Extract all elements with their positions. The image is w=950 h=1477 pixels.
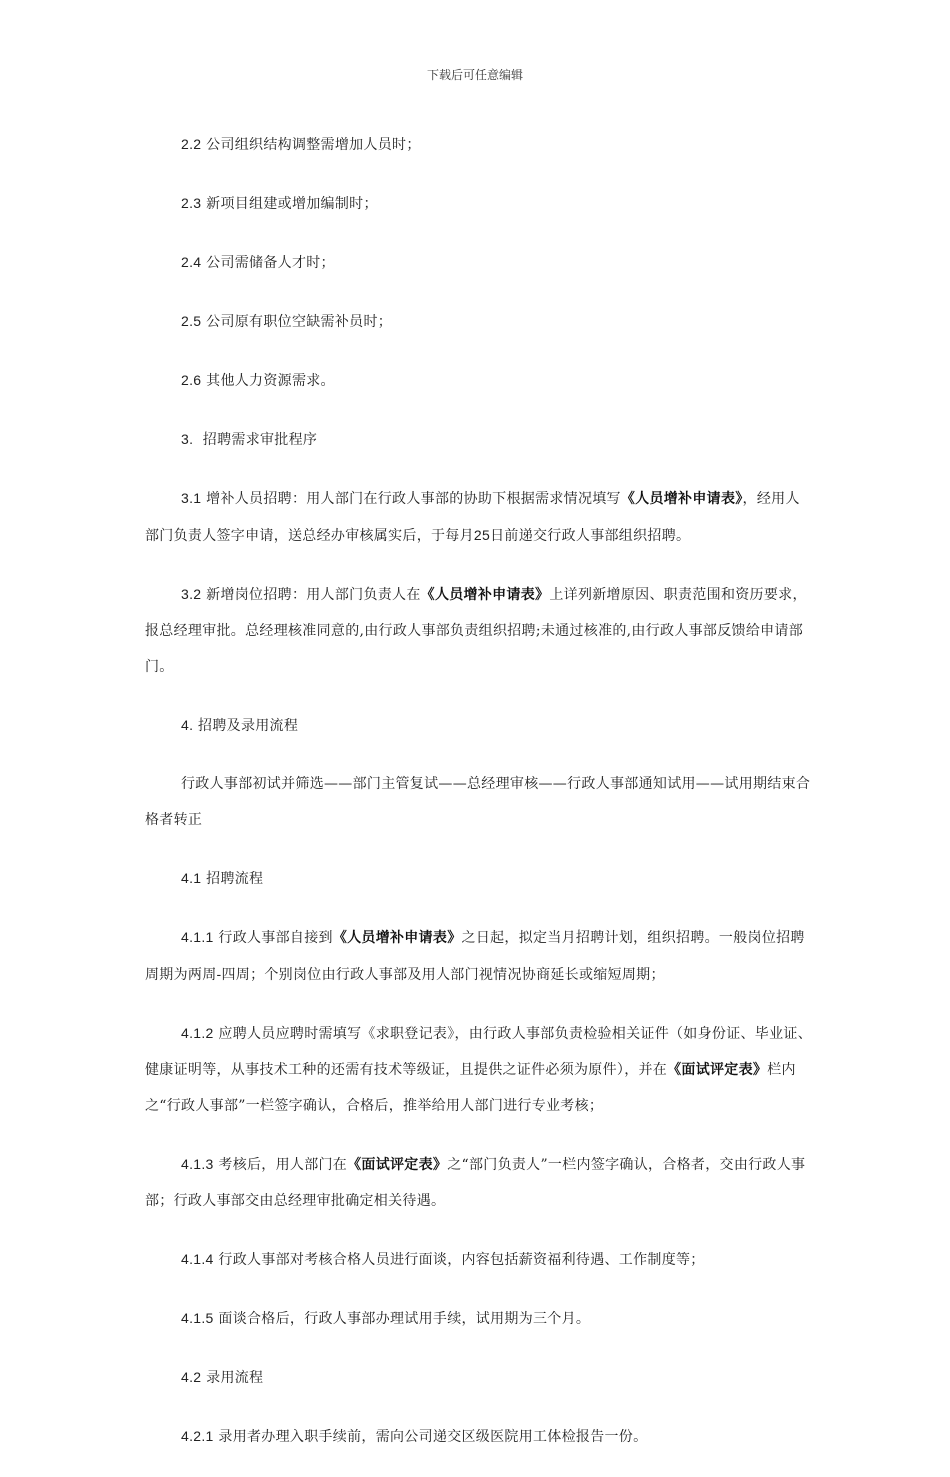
clause-number: 2.2 — [181, 136, 202, 152]
subheading-4-2 — [145, 1359, 813, 1396]
paragraph-2-6 — [145, 362, 813, 399]
day-number: 25 — [473, 527, 491, 543]
clause-text: 日前递交行政人事部组织招聘。 — [490, 528, 691, 544]
clause-text: 应聘人员应聘时需填写《求职登记表》，由行政人事部负责检验相关证件（如身份证、毕业证、健康证明等，从事技术工种的还需有技术等级证，且提供之证件必须为原件），并在 — [145, 1026, 813, 1078]
clause-text: ，经用人部门负责人签字申请，送总经办审核属实后，于每月 — [145, 491, 800, 544]
clause-text: 新增岗位招聘：用人部门负责人在 — [206, 587, 421, 603]
clause-text: 上详列新增原因、职责范围和资历要求，报总经理审批。总经理核准同意的,由行政人事部负责组织招聘;未通过核准的,由行政人事部反馈给申请部门。 — [145, 587, 807, 675]
clause-text: 公司组织结构调整需增加人员时； — [206, 137, 421, 153]
clause-text: 行政人事部对考核合格人员进行面谈，内容包括薪资福利待遇、工作制度等； — [218, 1252, 705, 1268]
paragraph-4-1-2 — [145, 1015, 813, 1124]
paragraph-4-1-5 — [145, 1300, 813, 1337]
section-heading-4 — [145, 707, 813, 744]
page-header: 下载后可任意编辑 — [426, 68, 523, 82]
clause-text: 四周；个别岗位由行政人事部及用人部门视情况协商延长或缩短周期； — [221, 967, 665, 983]
subheading-4-1 — [145, 860, 813, 897]
paragraph-4-1-1 — [145, 919, 813, 993]
clause-text: 之“部门负责人”一栏内签字确认，合格者，交由行政人事部；行政人事部交由总经理审批确定相关待遇。 — [145, 1157, 806, 1209]
section-title: 招聘需求审批程序 — [202, 432, 318, 448]
section-number: 3. — [181, 431, 194, 447]
paragraph-3-2 — [145, 576, 813, 685]
form-name: 《面试评定表》 — [347, 1157, 448, 1173]
clause-number: 3.2 — [181, 586, 202, 602]
clause-number: 4.1.5 — [181, 1310, 214, 1326]
clause-number: 2.4 — [181, 254, 202, 270]
clause-text: 公司需储备人才时； — [206, 255, 335, 271]
paragraph-2-3 — [145, 185, 813, 222]
paragraph-4-2-1 — [145, 1418, 813, 1455]
form-name: 《面试评定表》 — [667, 1062, 768, 1078]
paragraph-2-2 — [145, 126, 813, 163]
section-title: 招聘及录用流程 — [198, 718, 299, 734]
clause-text: 之日起，拟定当月招聘计划，组织招聘。一般岗位招聘周期为两周 — [145, 930, 805, 983]
paragraph-3-1 — [145, 480, 813, 554]
clause-number: 4.1.4 — [181, 1251, 214, 1267]
dash: - — [216, 966, 222, 982]
clause-number: 4.1.3 — [181, 1156, 214, 1172]
process-flow — [145, 766, 813, 838]
document-body — [145, 126, 813, 1477]
clause-text: 录用流程 — [206, 1370, 264, 1386]
clause-number: 4.2.1 — [181, 1428, 214, 1444]
section-heading-3 — [145, 421, 813, 458]
clause-text: 面谈合格后，行政人事部办理试用手续，试用期为三个月。 — [218, 1311, 591, 1327]
clause-number: 4.1 — [181, 870, 202, 886]
clause-number: 4.1.2 — [181, 1025, 214, 1041]
clause-text: 招聘流程 — [206, 871, 264, 887]
clause-number: 4.2 — [181, 1369, 202, 1385]
paragraph-4-1-3 — [145, 1146, 813, 1219]
clause-text: 增补人员招聘：用人部门在行政人事部的协助下根据需求情况填写 — [206, 491, 621, 507]
clause-number: 2.5 — [181, 313, 202, 329]
paragraph-2-5 — [145, 303, 813, 340]
clause-number: 2.6 — [181, 372, 202, 388]
clause-text: 行政人事部自接到 — [218, 930, 333, 946]
form-name: 《人员增补申请表》 — [420, 587, 550, 603]
form-name: 《人员增补申请表》 — [332, 930, 462, 946]
form-name: 《人员增补申请表》 — [620, 491, 743, 507]
clause-text: 新项目组建或增加编制时； — [206, 196, 378, 212]
process-flow-text: 行政人事部初试并筛选——部门主管复试——总经理审核——行政人事部通知试用——试用期结束合格者转正 — [145, 776, 811, 828]
section-number: 4. — [181, 717, 194, 733]
clause-text: 公司原有职位空缺需补员时； — [206, 314, 393, 330]
paragraph-4-1-4 — [145, 1241, 813, 1278]
clause-number: 2.3 — [181, 195, 202, 211]
clause-number: 4.1.1 — [181, 929, 214, 945]
clause-text: 其他人力资源需求。 — [206, 373, 335, 389]
clause-text: 录用者办理入职手续前，需向公司递交区级医院用工体检报告一份。 — [218, 1429, 648, 1445]
clause-text: 考核后，用人部门在 — [218, 1157, 348, 1173]
clause-text: 栏内之“行政人事部”一栏签字确认，合格后，推举给用人部门进行专业考核； — [145, 1062, 796, 1114]
paragraph-2-4 — [145, 244, 813, 281]
clause-number: 3.1 — [181, 490, 202, 506]
